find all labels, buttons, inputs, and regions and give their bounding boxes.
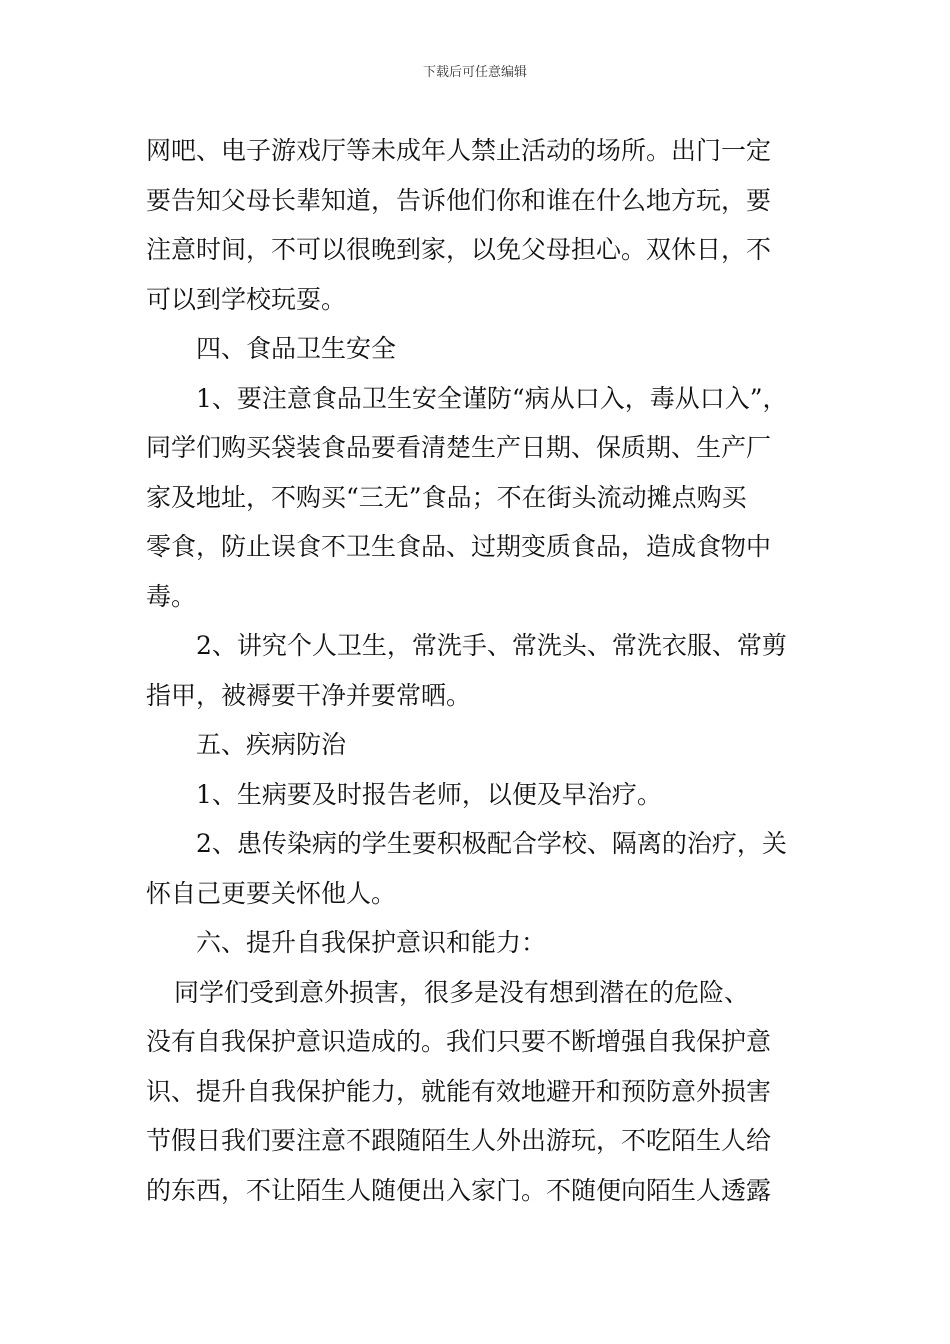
section-heading: 六、提升自我保护意识和能力： <box>196 928 547 957</box>
text-line: 2、患传染病的学生要积极配合学校、隔离的治疗，关 <box>196 829 787 858</box>
section-heading: 四、食品卫生安全 <box>196 334 397 363</box>
text-line: 家及地址，不购买“三无”食品；不在街头流动摊点购买 <box>146 482 747 512</box>
text-line: 2、讲究个人卫生，常洗手、常洗头、常洗衣服、常剪 <box>196 631 787 660</box>
text-line: 指甲，被褥要干净并要常晒。 <box>146 680 472 710</box>
text-line: 网吧、电子游戏厅等未成年人禁止活动的场所。出门一定 <box>146 136 772 165</box>
text-line: 1、生病要及时报告老师，以便及早治疗。 <box>196 779 662 809</box>
text-line: 可以到学校玩耍。 <box>146 284 347 314</box>
text-line: 没有自我保护意识造成的。我们只要不断增强自我保护意 <box>146 1027 772 1056</box>
text-line: 同学们购买袋装食品要看清楚生产日期、保质期、生产厂 <box>146 433 772 462</box>
text-line: 的东西，不让陌生人随便出入家门。不随便向陌生人透露 <box>146 1175 772 1205</box>
text-line: 1、要注意食品卫生安全谨防“病从口入，毒从口入”， <box>196 383 788 413</box>
text-line: 零食，防止误食不卫生食品、过期变质食品，造成食物中 <box>146 532 772 561</box>
text-line: 注意时间，不可以很晚到家，以免父母担心。双休日，不 <box>146 235 772 264</box>
section-heading: 五、疾病防治 <box>196 730 347 759</box>
text-line: 识、提升自我保护能力，就能有效地避开和预防意外损害 <box>146 1076 772 1106</box>
text-line: 毒。 <box>146 581 197 611</box>
page-header: 下载后可任意编辑 <box>422 65 527 80</box>
text-line: 怀自己更要关怀他人。 <box>146 878 397 908</box>
text-line: 要告知父母长辈知道，告诉他们你和谁在什么地方玩，要 <box>146 185 772 215</box>
text-line: 节假日我们要注意不跟随陌生人外出游玩，不吃陌生人给 <box>146 1126 772 1155</box>
document-body <box>146 126 810 1215</box>
text-line: 同学们受到意外损害，很多是没有想到潜在的危险、 <box>174 977 750 1007</box>
